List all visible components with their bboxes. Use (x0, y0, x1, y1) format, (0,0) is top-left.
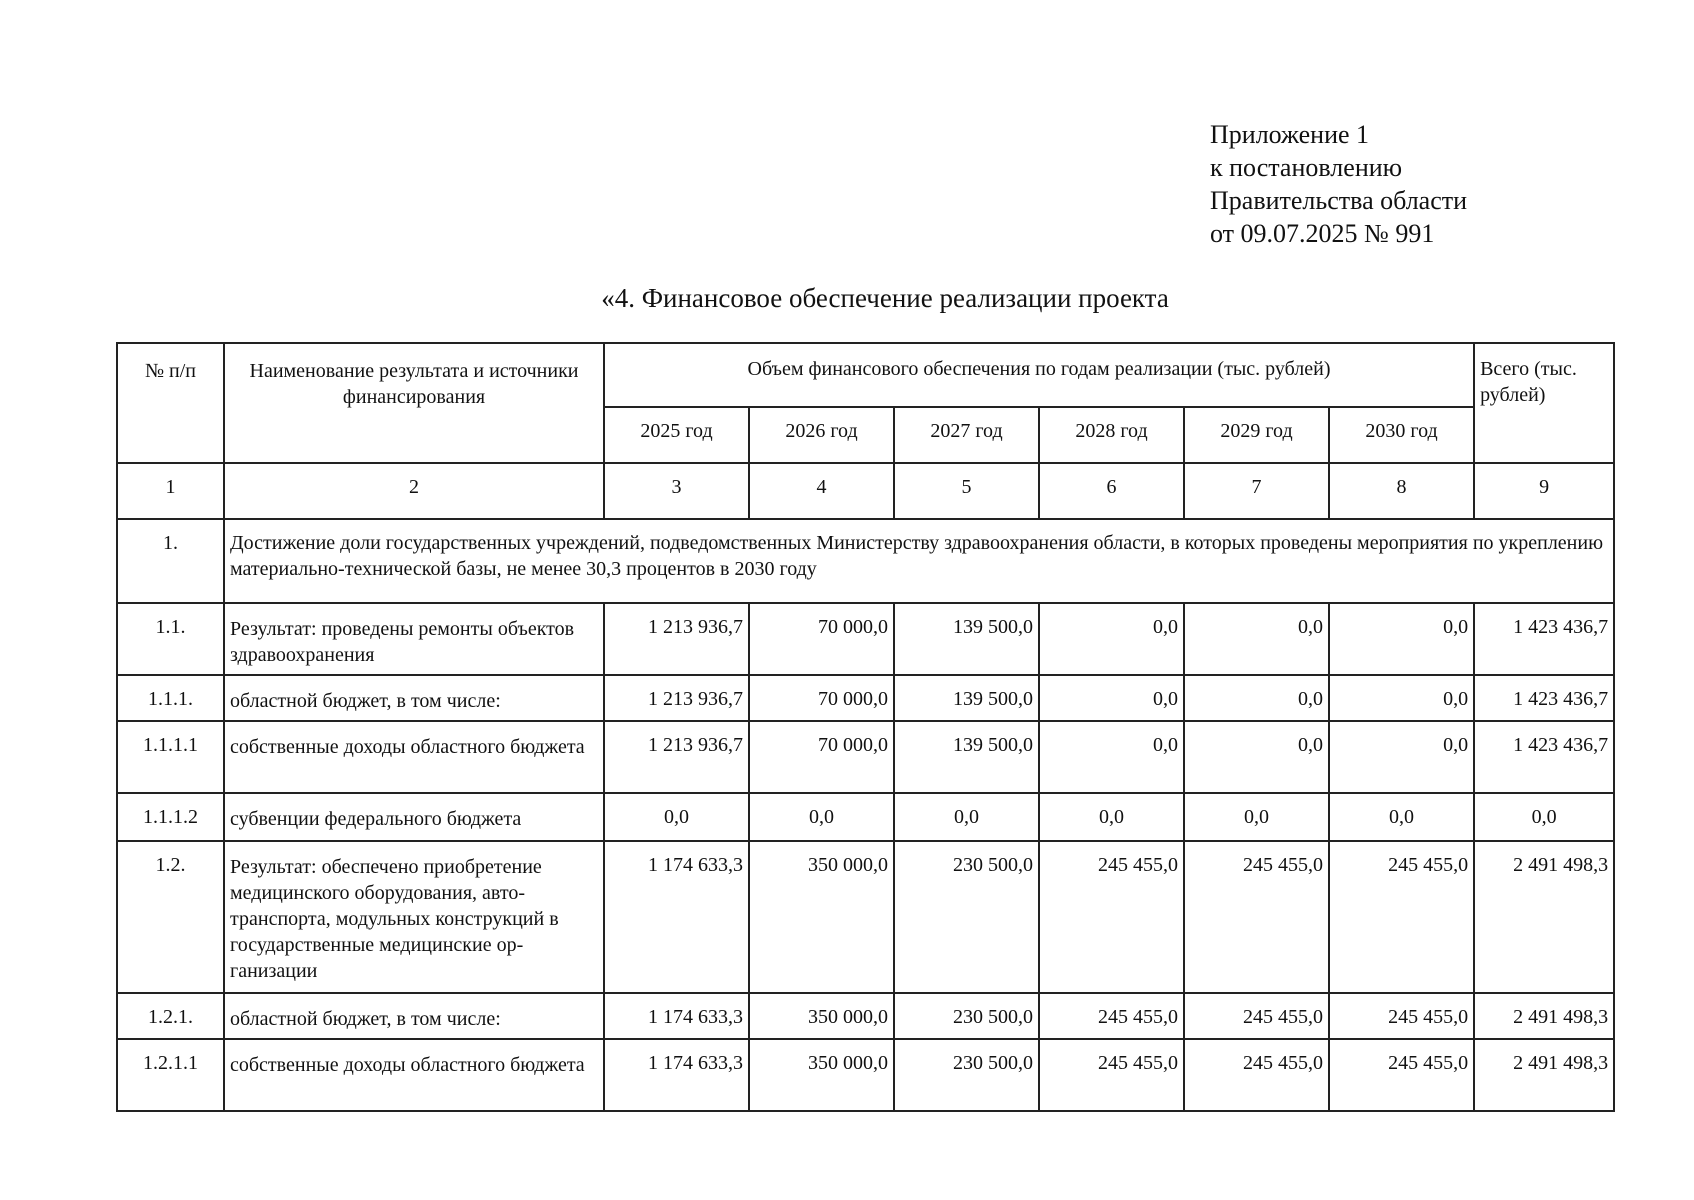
value-2025: 1 174 633,3 (604, 841, 749, 993)
value-2025: 1 213 936,7 (604, 721, 749, 793)
column-number: 2 (224, 463, 604, 519)
column-number: 4 (749, 463, 894, 519)
row-name: собственные доходы областного бюджета (224, 721, 604, 793)
value-2028: 0,0 (1039, 675, 1184, 721)
value-total: 2 491 498,3 (1474, 841, 1614, 993)
value-2030: 0,0 (1329, 721, 1474, 793)
appendix-block (1210, 118, 1467, 250)
column-number: 9 (1474, 463, 1614, 519)
value-2028: 245 455,0 (1039, 1039, 1184, 1111)
header-year: 2030 год (1329, 407, 1474, 463)
header-year: 2026 год (749, 407, 894, 463)
value-2027: 0,0 (894, 793, 1039, 841)
value-2026: 70 000,0 (749, 721, 894, 793)
column-number: 6 (1039, 463, 1184, 519)
value-2030: 245 455,0 (1329, 841, 1474, 993)
row-name: субвенции федерального бюджета (224, 793, 604, 841)
value-2026: 350 000,0 (749, 841, 894, 993)
row-name: областной бюджет, в том числе: (224, 675, 604, 721)
value-total: 1 423 436,7 (1474, 675, 1614, 721)
value-total: 0,0 (1474, 793, 1614, 841)
row-number: 1.1.1.2 (117, 793, 224, 841)
value-2025: 0,0 (604, 793, 749, 841)
appendix-line: Правительства области (1210, 186, 1468, 215)
value-2030: 0,0 (1329, 675, 1474, 721)
column-number-row (117, 463, 1614, 519)
header-year: 2025 год (604, 407, 749, 463)
value-2028: 245 455,0 (1039, 993, 1184, 1039)
value-2028: 0,0 (1039, 721, 1184, 793)
value-2026: 350 000,0 (749, 993, 894, 1039)
row-name: областной бюджет, в том числе: (224, 993, 604, 1039)
value-2030: 245 455,0 (1329, 993, 1474, 1039)
value-2027: 230 500,0 (894, 1039, 1039, 1111)
column-number: 8 (1329, 463, 1474, 519)
value-2025: 1 174 633,3 (604, 1039, 749, 1111)
column-number: 3 (604, 463, 749, 519)
header-year: 2027 год (894, 407, 1039, 463)
column-number: 1 (117, 463, 224, 519)
row-number: 1.1. (117, 603, 224, 675)
row-number: 1.2. (117, 841, 224, 993)
value-2029: 0,0 (1184, 675, 1329, 721)
value-2027: 230 500,0 (894, 993, 1039, 1039)
value-2029: 0,0 (1184, 793, 1329, 841)
header-row (117, 343, 1614, 407)
value-2025: 1 213 936,7 (604, 675, 749, 721)
value-2028: 245 455,0 (1039, 841, 1184, 993)
table-row (117, 993, 1614, 1039)
header-total: Всего (тыс. рублей) (1474, 343, 1614, 463)
row-name: Результат: обеспечено приобретение медицинского оборудования, автотранспорта, модульных конструкций в государственные медицинские организации (224, 841, 604, 993)
value-2027: 139 500,0 (894, 675, 1039, 721)
value-2026: 70 000,0 (749, 603, 894, 675)
value-2029: 0,0 (1184, 603, 1329, 675)
value-2029: 245 455,0 (1184, 841, 1329, 993)
section-row (117, 519, 1614, 603)
value-2029: 245 455,0 (1184, 993, 1329, 1039)
table-row (117, 675, 1614, 721)
appendix-date-number: от 09.07.2025 № 991 (1210, 219, 1435, 248)
row-number: 1.1.1. (117, 675, 224, 721)
header-number: № п/п (117, 343, 224, 463)
value-2026: 70 000,0 (749, 675, 894, 721)
document-title: «4. Финансовое обеспечение реализации проекта (601, 283, 1169, 313)
section-description: Достижение доли государственных учреждений, подведомственных Министерству здравоохранения области, в которых проведены мероприятия по укреплению материально-технической базы, не менее 30,3 процентов в 2030 году (224, 519, 1614, 603)
value-2027: 139 500,0 (894, 603, 1039, 675)
value-2026: 350 000,0 (749, 1039, 894, 1111)
row-name: Результат: проведены ремонты объектов здравоохранения (224, 603, 604, 675)
row-number: 1.2.1.1 (117, 1039, 224, 1111)
table-row (117, 841, 1614, 993)
value-total: 1 423 436,7 (1474, 721, 1614, 793)
table-row (117, 793, 1614, 841)
value-2028: 0,0 (1039, 793, 1184, 841)
value-2025: 1 174 633,3 (604, 993, 749, 1039)
financing-table (116, 342, 1615, 1112)
value-2030: 0,0 (1329, 793, 1474, 841)
appendix-line: Приложение 1 (1210, 120, 1370, 149)
value-2030: 245 455,0 (1329, 1039, 1474, 1111)
section-number: 1. (117, 519, 224, 603)
row-number: 1.1.1.1 (117, 721, 224, 793)
table-row (117, 721, 1614, 793)
row-name: собственные доходы областного бюджета (224, 1039, 604, 1111)
header-year: 2028 год (1039, 407, 1184, 463)
value-total: 2 491 498,3 (1474, 1039, 1614, 1111)
value-2027: 230 500,0 (894, 841, 1039, 993)
header-year: 2029 год (1184, 407, 1329, 463)
row-number: 1.2.1. (117, 993, 224, 1039)
header-name: Наименование результата и источники финансирования (224, 343, 604, 463)
value-2029: 0,0 (1184, 721, 1329, 793)
column-number: 7 (1184, 463, 1329, 519)
value-2026: 0,0 (749, 793, 894, 841)
value-2030: 0,0 (1329, 603, 1474, 675)
value-2027: 139 500,0 (894, 721, 1039, 793)
value-total: 1 423 436,7 (1474, 603, 1614, 675)
table-row (117, 1039, 1614, 1111)
value-2029: 245 455,0 (1184, 1039, 1329, 1111)
column-number: 5 (894, 463, 1039, 519)
value-total: 2 491 498,3 (1474, 993, 1614, 1039)
value-2028: 0,0 (1039, 603, 1184, 675)
appendix-line: к постановлению (1210, 153, 1403, 182)
value-2025: 1 213 936,7 (604, 603, 749, 675)
header-volume: Объем финансового обеспечения по годам реализации (тыс. рублей) (604, 343, 1474, 407)
table-row (117, 603, 1614, 675)
